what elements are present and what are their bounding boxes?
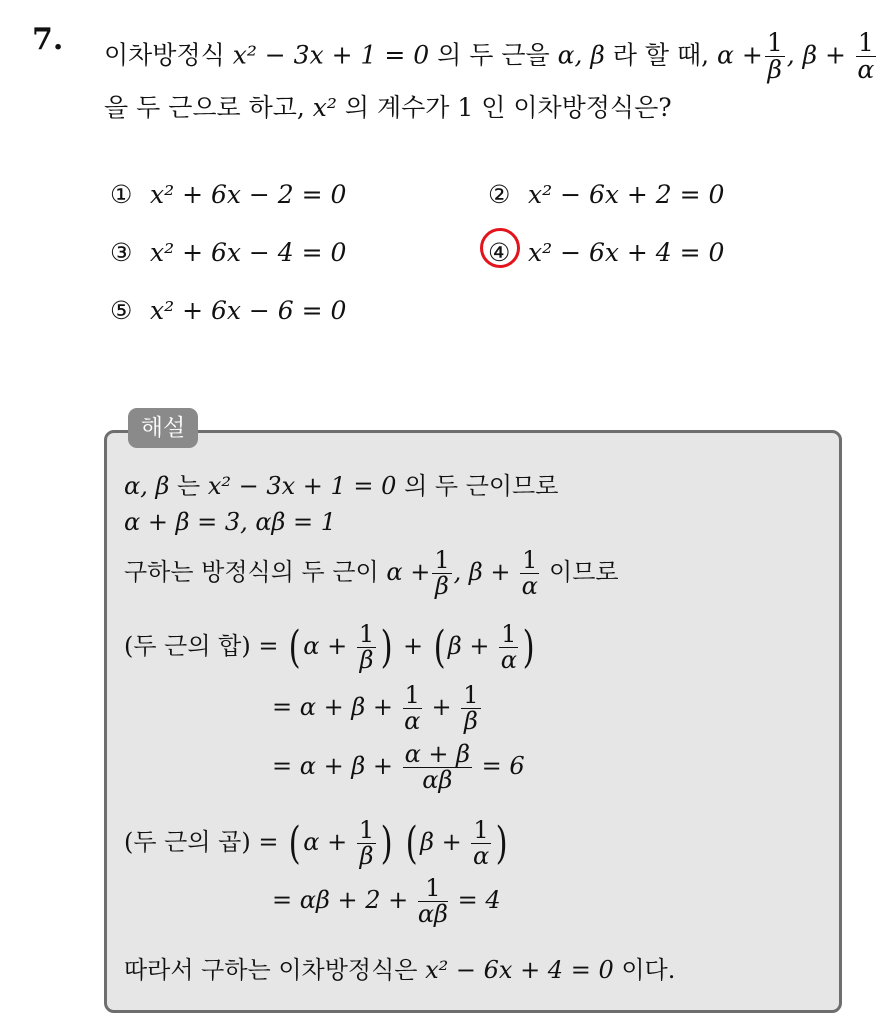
choice-number: ⑤ — [110, 296, 133, 325]
choice-text: x² + 6x − 6 = 0 — [150, 296, 347, 325]
question-text: 을 두 근으로 하고, — [104, 93, 305, 122]
choice-2[interactable] — [488, 180, 724, 209]
choice-4[interactable] — [488, 238, 724, 267]
fraction: $\frac{\alpha + \beta}{\alpha\beta}$ — [404, 740, 471, 795]
fraction: $\frac{1}{\beta}$ — [358, 816, 375, 871]
math: x² − 6x + 4 = 0 — [425, 956, 614, 984]
math: = αβ + 2 + — [272, 886, 409, 915]
fraction: $\frac{1}{\beta}$ — [358, 620, 375, 675]
text: 구하는 방정식의 두 근이 — [124, 558, 379, 587]
question-x2: x² — [312, 93, 337, 122]
solution-line-1 — [124, 466, 558, 501]
solution-final-line — [124, 950, 675, 985]
solution-line-3 — [124, 548, 619, 599]
sum-line-1: (두 근의 합) = ( α + $\frac{1}{\beta}$ ) + ( β + $\frac{1}{\alpha}$ ) — [124, 620, 536, 675]
question-expr: α + — [717, 40, 763, 70]
question-line-2 — [104, 88, 672, 124]
choice-text: x² + 6x − 4 = 0 — [150, 238, 347, 267]
answer-circle-mark — [480, 228, 520, 268]
math: , β + — [453, 558, 511, 587]
fraction: $\frac{1}{\beta}$ — [463, 681, 479, 736]
fraction: $\frac{1}{\beta}$ — [766, 28, 783, 85]
math: = 4 — [457, 886, 501, 915]
math: x² − 3x + 1 = 0 — [207, 472, 397, 500]
choice-5[interactable] — [110, 296, 346, 325]
solution-tag: 해설 — [128, 408, 198, 448]
question-text: 의 두 근을 — [437, 40, 550, 70]
choice-text: x² + 6x − 2 = 0 — [150, 180, 347, 209]
math: = α + β + — [272, 752, 393, 781]
sum-line-2 — [272, 683, 483, 734]
fraction: $\frac{1}{\alpha\beta}$ — [417, 874, 448, 929]
text: 따라서 구하는 이차방정식은 — [124, 956, 418, 984]
math: = 6 — [481, 752, 525, 781]
choice-text: x² − 6x + 4 = 0 — [528, 238, 725, 267]
question-number: 7. — [32, 22, 64, 57]
choice-number: ③ — [110, 238, 133, 267]
question-text: 라 할 때, — [612, 40, 710, 70]
fraction: $\frac{1}{\alpha}$ — [404, 681, 421, 736]
question-text: 이차방정식 — [104, 40, 225, 70]
question-line-1 — [104, 30, 878, 84]
question-expr: , β + — [786, 40, 846, 70]
text: 는 — [176, 472, 201, 500]
product-line-1: (두 근의 곱) = ( α + $\frac{1}{\beta}$ ) ( β + $\frac{1}{\alpha}$ ) — [124, 816, 508, 871]
question-roots: α, β — [557, 40, 605, 70]
choice-1[interactable] — [110, 180, 346, 209]
product-label: (두 근의 곱) = — [124, 828, 279, 857]
choice-3[interactable] — [110, 238, 346, 267]
fraction: $\frac{1}{\alpha}$ — [521, 546, 538, 601]
math: + — [431, 693, 452, 722]
sum-line-3 — [272, 742, 525, 793]
text: 이다. — [621, 956, 676, 984]
math: β + — [447, 632, 490, 661]
question-equation: x² − 3x + 1 = 0 — [232, 40, 430, 70]
sum-label: (두 근의 합) = — [124, 632, 279, 661]
math: = α + β + — [272, 693, 393, 722]
text: 이므로 — [549, 558, 619, 587]
choice-number: ④ — [488, 238, 511, 267]
fraction: $\frac{1}{\alpha}$ — [500, 620, 517, 675]
text: 의 두 근이므로 — [404, 472, 559, 500]
math: α + — [303, 828, 348, 857]
math: α + — [386, 558, 431, 587]
math: β + — [420, 828, 462, 857]
math: α + — [303, 632, 348, 661]
choice-number: ② — [488, 180, 511, 209]
question-text: 의 계수가 1 인 이차방정식은? — [344, 93, 672, 122]
math: α, β — [124, 472, 170, 500]
fraction: $\frac{1}{\beta}$ — [434, 546, 450, 601]
fraction: $\frac{1}{\alpha}$ — [472, 816, 490, 871]
choice-number: ① — [110, 180, 133, 209]
solution-line-2: α + β = 3, αβ = 1 — [124, 508, 337, 536]
fraction: $\frac{1}{\alpha}$ — [857, 28, 875, 85]
math: + — [402, 632, 424, 661]
product-line-2 — [272, 876, 501, 927]
choice-text: x² − 6x + 2 = 0 — [528, 180, 725, 209]
